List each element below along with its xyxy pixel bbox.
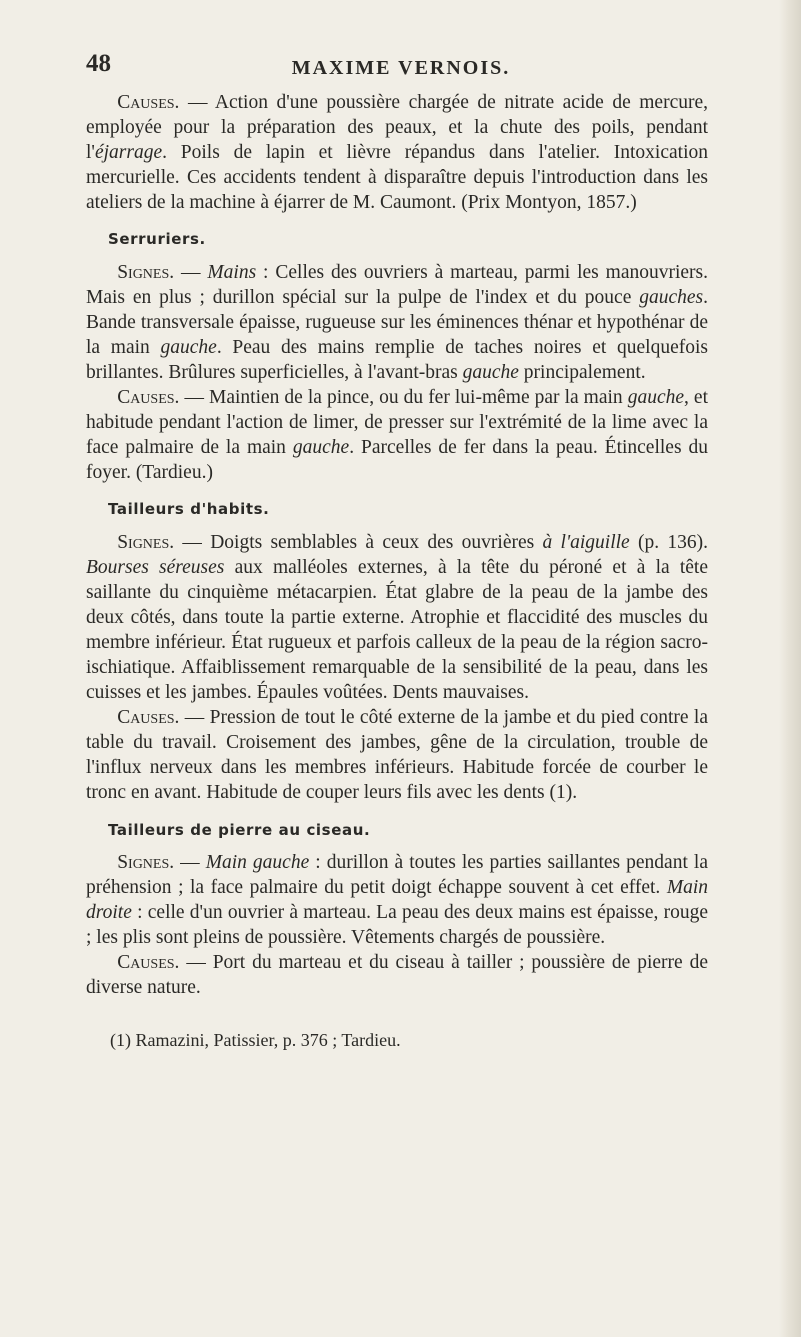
page-header: [86, 50, 716, 80]
causes-label: Causes.: [117, 92, 180, 113]
causes-paragraph: Causes. — Port du marteau et du ciseau à tailler ; poussière de pierre de diverse nature.: [86, 952, 708, 999]
signes-paragraph: Signes. — Main gauche : durillon à toutes les parties saillantes pendant la préhension ; la face palmaire du petit doigt échappe souvent à cet effet. Main droite : celle d'un ouvrier à marteau. La peau des deux mains est épaisse, rouge ; les plis sont pleins de poussière. Vêtements chargés de poussière.: [86, 851, 708, 948]
signes-label: Signes.: [117, 851, 175, 873]
page-number: 48: [86, 50, 111, 77]
causes-paragraph: Causes. — Pression de tout le côté externe de la jambe et du pied contre la table du travail. Croisement des jambes, gêne de la circulation, trouble de l'influx nerveux dans les membres inférieurs. Habitude forcée de courber le tronc en avant. Habitude de couper leurs fils avec les dents (1).: [86, 707, 708, 804]
footnote-text: Ramazini, Patissier, p. 376 ; Tardieu.: [131, 1030, 401, 1051]
page-edge: [779, 0, 801, 1337]
page-body: [86, 90, 708, 1053]
section-heading-tailleurs-pierre: Tailleurs de pierre au ciseau.: [108, 820, 371, 839]
footnote-mark: (1): [110, 1030, 131, 1051]
causes-label: Causes.: [117, 387, 180, 409]
signes-paragraph: Signes. — Mains : Celles des ouvriers à marteau, parmi les manouvriers. Mais en plus ; durillon spécial sur la pulpe de l'index et du pouce gauches. Bande transversale épaisse, rugueuse sur les éminences thénar et hypothénar de la main gauche. Peau des mains remplie de taches noires et quelquefois brillantes. Brûlures superficielles, à l'avant-bras gauche principalement.: [86, 261, 709, 383]
causes-label: Causes.: [117, 952, 180, 973]
causes-label: Causes.: [117, 707, 180, 729]
causes-paragraph: Causes. — Action d'une poussière chargée de nitrate acide de mercure, employée pour la préparation des peaux, et la chute des poils, pendant l'éjarrage. Poils de lapin et lièvre répandus dans l'atelier. Intoxication mercurielle. Ces accidents tendent à disparaître depuis l'introduction dans les ateliers de la machine à éjarrer de M. Caumont. (Prix Montyon, 1857.): [86, 92, 708, 214]
signes-paragraph: Signes. — Doigts semblables à ceux des ouvrières à l'aiguille (p. 136). Bourses séreuses aux malléoles externes, à la tête du péroné et à la tête saillante du cinquième métacarpien. État glabre de la peau de la jambe des deux côtés, dans toute la partie externe. Atrophie et flaccidité des muscles du membre inférieur. État rugueux et parfois calleux de la peau de la région sacro-ischiatique. Affaiblissement remarquable de la sensibilité de la peau, dans les cuisses et les jambes. Épaules voûtées. Dents mauvaises.: [86, 531, 708, 704]
section-heading-serruriers: Serruriers.: [108, 230, 206, 249]
section-heading-tailleurs-habits: Tailleurs d'habits.: [108, 500, 270, 519]
causes-paragraph: Causes. — Maintien de la pince, ou du fer lui-même par la main gauche, et habitude pendant l'action de limer, de presser sur l'extrémité de la lime avec la face palmaire de la main gauche. Parcelles de fer dans la peau. Étincelles du foyer. (Tardieu.): [86, 387, 708, 484]
signes-label: Signes.: [117, 531, 175, 553]
running-title: MAXIME VERNOIS.: [291, 57, 511, 79]
footnote-reference: (1): [549, 782, 573, 804]
footnote: [110, 1028, 708, 1053]
signes-label: Signes.: [117, 261, 175, 283]
